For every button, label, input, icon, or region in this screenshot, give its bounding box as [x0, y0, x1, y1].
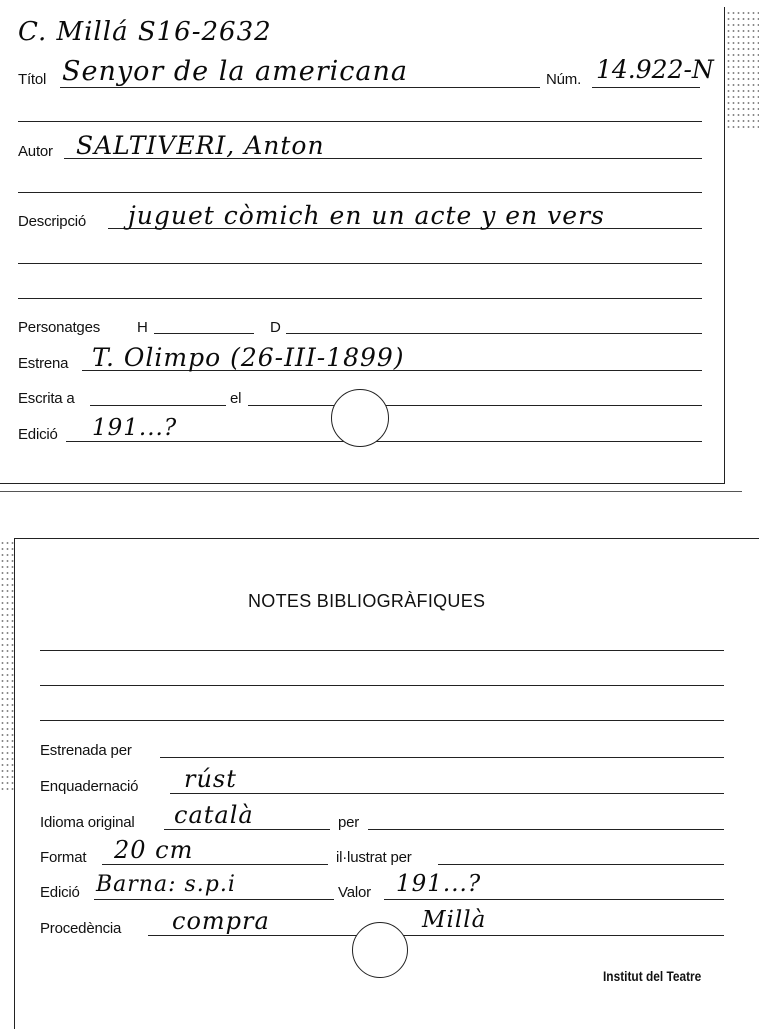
format-label: Format	[40, 849, 87, 866]
autor-label: Autor	[18, 143, 53, 160]
procedencia-extra: Millà	[422, 907, 487, 933]
d-line	[286, 333, 702, 334]
edicio-back-label: Edició	[40, 884, 80, 901]
procedencia-value: compra	[172, 907, 270, 935]
blank-line	[18, 298, 702, 299]
autor-value: SALTIVERI, Anton	[76, 131, 325, 160]
personatges-label: Personatges	[18, 319, 101, 336]
descripcio-label: Descripció	[18, 213, 87, 230]
blank-line	[18, 263, 702, 264]
estrena-label: Estrena	[18, 355, 69, 372]
el-line	[248, 405, 702, 406]
enquadernacio-label: Enquadernació	[40, 778, 139, 795]
per-line	[368, 829, 724, 830]
titol-label: Títol	[18, 71, 47, 88]
titol-value: Senyor de la americana	[62, 56, 408, 87]
procedencia-label: Procedència	[40, 920, 122, 937]
blank-line	[18, 192, 702, 193]
notes-heading: NOTES BIBLIOGRÀFIQUES	[248, 591, 486, 611]
estrena-value: T. Olimpo (26-III-1899)	[92, 343, 405, 372]
card-divider	[0, 491, 742, 492]
format-value: 20 cm	[114, 836, 194, 864]
edicio-value: 191...?	[92, 415, 178, 441]
h-label: H	[137, 319, 148, 336]
punch-hole	[352, 922, 408, 978]
enquadernacio-value: rúst	[184, 765, 237, 793]
num-line	[592, 87, 700, 88]
valor-label: Valor	[338, 884, 371, 901]
blank-line	[18, 121, 702, 122]
scan-noise	[0, 540, 14, 790]
blank-line	[40, 650, 724, 651]
header-note: C. Millá S16-2632	[18, 17, 272, 47]
estrenada-label: Estrenada per	[40, 742, 132, 759]
h-line	[154, 333, 254, 334]
enquadernacio-line	[170, 793, 724, 794]
d-label: D	[270, 319, 281, 336]
descripcio-value: juguet còmich en un acte y en vers	[128, 201, 605, 230]
estrenada-line	[160, 757, 724, 758]
blank-line	[40, 685, 724, 686]
titol-line	[60, 87, 540, 88]
per-label: per	[338, 814, 360, 831]
num-value: 14.922-N	[596, 55, 714, 84]
el-label: el	[230, 390, 242, 407]
edicio-back-line	[94, 899, 334, 900]
escrita-label: Escrita a	[18, 390, 75, 407]
scan-noise	[726, 10, 759, 130]
num-label: Núm.	[546, 71, 582, 88]
edicio-label: Edició	[18, 426, 58, 443]
edicio-back-value: Barna: s.p.i	[96, 872, 236, 897]
valor-line	[384, 899, 724, 900]
blank-line	[40, 720, 724, 721]
punch-hole	[331, 389, 389, 447]
escrita-line	[90, 405, 226, 406]
il-lustrat-label: il·lustrat per	[336, 849, 412, 866]
idioma-line	[164, 829, 330, 830]
format-line	[102, 864, 328, 865]
idioma-label: Idioma original	[40, 814, 135, 831]
institution-footer: Institut del Teatre	[603, 968, 702, 984]
procedencia-line	[148, 935, 724, 936]
idioma-value: català	[174, 801, 254, 829]
il-lustrat-line	[438, 864, 724, 865]
valor-value: 191...?	[396, 871, 482, 897]
